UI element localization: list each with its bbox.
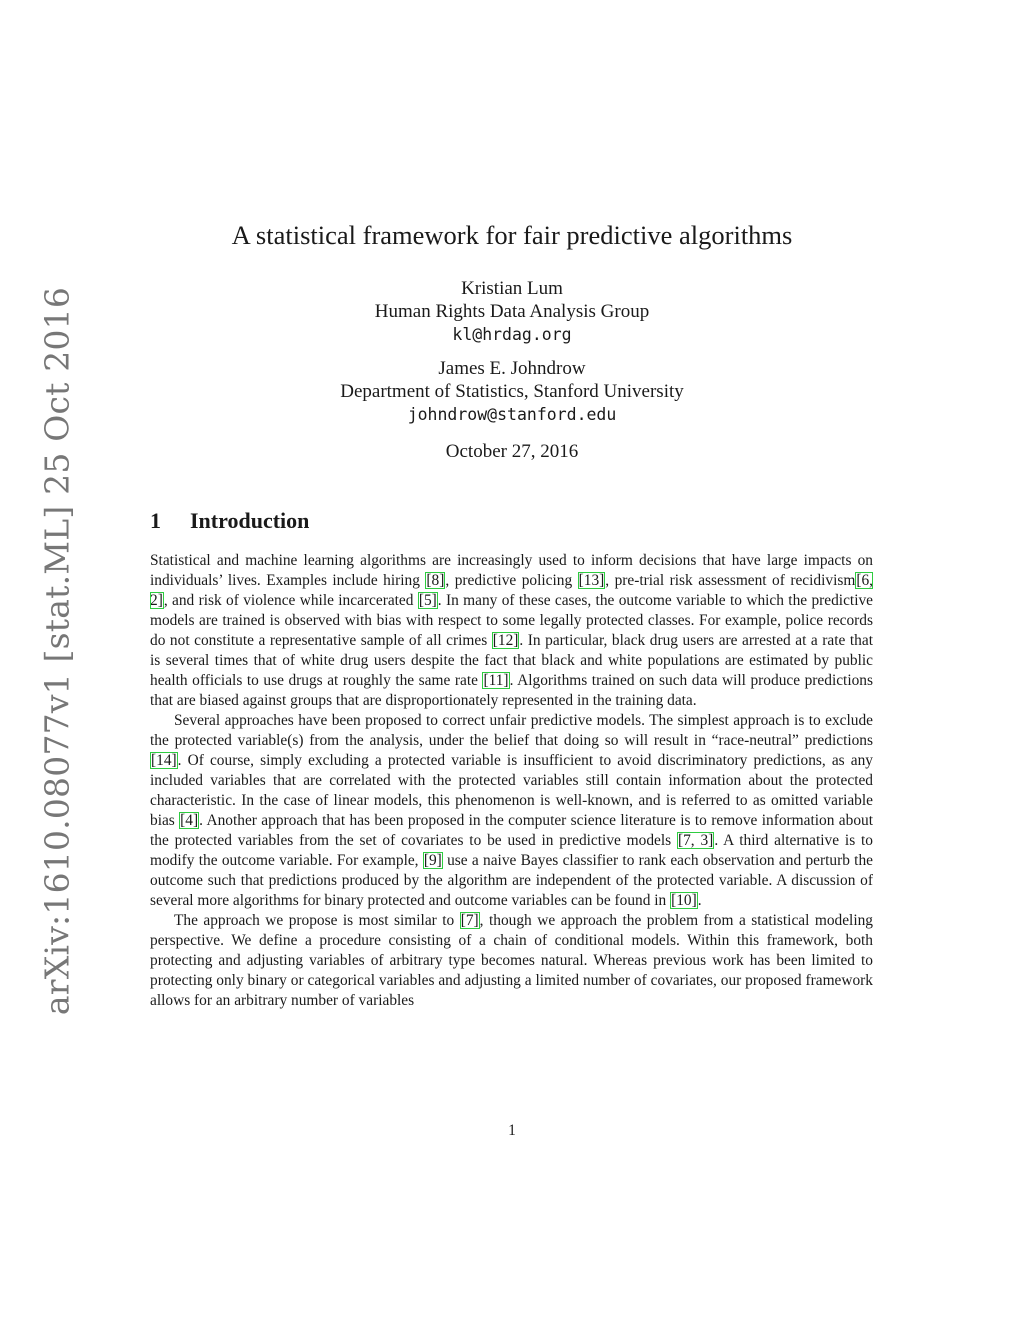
citation-link[interactable]: [12] — [492, 632, 519, 649]
text-run: , pre-trial risk assessment of recidivism — [605, 572, 856, 589]
paragraph — [150, 551, 873, 711]
citation-link[interactable]: [10] — [671, 892, 697, 909]
text-run: . In particular, black drug users are arrested at a rate that is several times that of white drug users despite the fact that black and white populations are estimated by public health officials to use drugs at roughly the same rate — [150, 632, 873, 689]
arxiv-identifier-text: arXiv:1610.08077v1 [stat.ML] 25 Oct 2016 — [37, 286, 77, 1016]
text-run: The approach we propose is most similar to — [174, 912, 460, 929]
citation-link[interactable]: [11] — [483, 672, 509, 689]
citation-link[interactable]: [5] — [418, 592, 437, 609]
author-block-1 — [0, 277, 1024, 346]
author-affiliation: Human Rights Data Analysis Group — [374, 301, 650, 322]
author-name: James E. Johndrow — [438, 358, 586, 379]
paragraph — [150, 911, 873, 1011]
author-name: Kristian Lum — [461, 278, 563, 299]
text-run: use a naive Bayes classifier to rank each observation and perturb the outcome such that predictions produced by the algorithm are independent of the protected variable. A discussion of several more algorithms for binary protected and outcome variables can be found in — [150, 852, 873, 909]
author-block-2 — [0, 357, 1024, 426]
introduction-body — [150, 551, 873, 1011]
citation-link[interactable]: [7, 3] — [677, 832, 714, 849]
text-run: . Another approach that has been proposed in the computer science literature is to remove information about the protected variables from the set of covariates to be used in predictive models — [150, 812, 873, 849]
text-run: , though we approach the problem from a statistical modeling perspective. We define a procedure consisting of a chain of conditional models. Within this framework, both protecting and adjusting variables of arbitrary type becomes natural. Whereas previous work has been limited to protecting only binary or categorical variables and adjusting a limited number of covariates, our proposed framework allows for an arbitrary number of variables — [150, 912, 873, 1009]
citation-link[interactable]: [4] — [180, 812, 199, 829]
paragraph — [150, 711, 873, 911]
text-run: , and risk of violence while incarcerated — [163, 592, 418, 609]
citation-link[interactable]: [13] — [578, 572, 605, 589]
text-run: , predictive policing — [445, 572, 578, 589]
author-affiliation: Department of Statistics, Stanford University — [340, 381, 684, 402]
text-run: . In many of these cases, the outcome variable to which the predictive models are trained is observed with bias with respect to some legally protected classes. For example, police records do not constitute a representative sample of all crimes — [150, 592, 873, 649]
citation-link[interactable]: [6, 2] — [150, 572, 873, 609]
text-run: . A third alternative is to modify the outcome variable. For example, — [150, 832, 873, 869]
page-number: 1 — [508, 1122, 516, 1139]
section-title: Introduction — [190, 508, 310, 533]
paper-date: October 27, 2016 — [445, 441, 579, 462]
text-run: . — [697, 892, 702, 909]
text-run: Several approaches have been proposed to correct unfair predictive models. The simplest approach is to exclude the protected variable(s) from the analysis, under the belief that doing so will result in “race-neutral” predictions — [150, 712, 873, 749]
section-number: 1 — [150, 508, 161, 533]
text-run: Statistical and machine learning algorithms are increasingly used to inform decisions that have large impacts on individuals’ lives. Examples include hiring — [150, 552, 873, 589]
text-run: . Of course, simply excluding a protected variable is insufficient to avoid discriminatory predictions, as any included variables that are correlated with the protected variables still contain information about the protected characteristic. In the case of linear models, this phenomenon is well-known, and is referred to as omitted variable bias — [150, 752, 873, 829]
section-heading — [150, 508, 309, 534]
paper-title: A statistical framework for fair predictive algorithms — [231, 220, 793, 250]
citation-link[interactable]: [7] — [460, 912, 479, 929]
text-run: . Algorithms trained on such data will produce predictions that are biased against groups that are disproportionately represented in the training data. — [150, 672, 873, 709]
citation-link[interactable]: [14] — [151, 752, 177, 769]
citation-link[interactable]: [9] — [423, 852, 442, 869]
author-email[interactable]: johndrow@stanford.edu — [407, 405, 617, 424]
author-email[interactable]: kl@hrdag.org — [452, 325, 572, 344]
citation-link[interactable]: [8] — [426, 572, 445, 589]
